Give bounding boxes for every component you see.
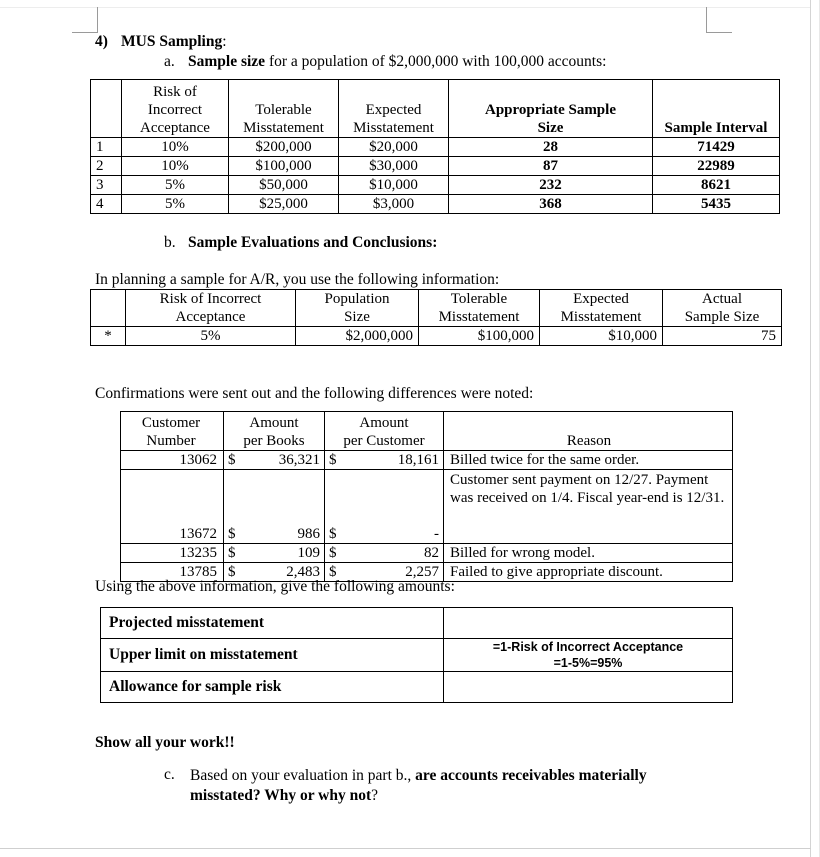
table-row: [91, 195, 780, 214]
header-risk-line3: Acceptance: [140, 120, 210, 136]
header-actual-sample-size: [663, 290, 782, 327]
question-title: [121, 33, 227, 51]
cell-sample-size: 368: [449, 195, 653, 214]
table-row: [121, 544, 733, 563]
cell-expected: $30,000: [339, 157, 449, 176]
header-risk-line1: Risk of: [153, 84, 197, 100]
cell-risk: 5%: [122, 176, 229, 195]
header-population-line2: Size: [344, 309, 370, 325]
cell-sample-interval: 22989: [653, 157, 780, 176]
show-work-text: Show all your work!!: [95, 734, 235, 751]
header-size-line1: Appropriate Sample: [485, 102, 616, 118]
header-customer-amt-line2: per Customer: [343, 433, 425, 449]
currency-symbol: $: [329, 526, 337, 542]
amount-value: 109: [297, 545, 320, 561]
cell-amount-per-books: [224, 451, 325, 470]
currency-symbol: $: [228, 545, 236, 561]
cell-amount-per-books: [224, 470, 325, 544]
table-header-row: [91, 290, 782, 327]
table-header-row: [91, 80, 780, 138]
cell-amount-per-customer: [325, 451, 444, 470]
currency-symbol: $: [228, 564, 236, 580]
header-customer-amt-line1: Amount: [359, 415, 409, 431]
cell-expected: $10,000: [339, 176, 449, 195]
row-index: 4: [91, 195, 122, 214]
header-expected-line1: Expected: [365, 102, 422, 118]
row-marker-asterisk: *: [91, 327, 126, 346]
answer-value-line2: =1-5%=95%: [553, 656, 623, 670]
cell-sample-interval: 5435: [653, 195, 780, 214]
planning-paragraph: In planning a sample for A/R, you use the following information:: [95, 271, 500, 288]
header-sample-interval: [653, 80, 780, 138]
amount-value: -: [434, 526, 439, 542]
table-header-row: [121, 412, 733, 451]
header-risk-line1: Risk of Incorrect: [159, 291, 262, 307]
amount-value: 2,483: [286, 564, 320, 580]
row-index: 2: [91, 157, 122, 176]
amount-value: 18,161: [397, 452, 439, 468]
label-upper-limit-on-misstatement: Upper limit on misstatement: [101, 639, 444, 672]
header-customer-line1: Customer: [141, 415, 201, 431]
cell-sample-size: 87: [449, 157, 653, 176]
sample-size-table: [90, 79, 780, 214]
part-b-marker: b.: [164, 234, 176, 251]
cell-expected: $10,000: [540, 327, 663, 346]
cell-risk: 5%: [126, 327, 296, 346]
table-row: [91, 327, 782, 346]
amount-value: 986: [297, 526, 320, 542]
cell-reason: Billed for wrong model.: [444, 544, 733, 563]
using-information-paragraph: Using the above information, give the following amounts:: [95, 578, 455, 595]
header-risk-line2: Incorrect: [147, 102, 203, 118]
part-a-text-bold: Sample size: [188, 53, 266, 70]
answer-field-upper-limit[interactable]: [444, 639, 733, 672]
answer-value-line1: =1-Risk of Incorrect Acceptance: [492, 640, 684, 654]
table-row: [101, 639, 733, 672]
amount-value: 2,257: [405, 564, 439, 580]
header-tolerable-misstatement: [229, 80, 339, 138]
header-population-size: [296, 290, 419, 327]
currency-symbol: $: [228, 452, 236, 468]
currency-symbol: $: [329, 545, 337, 561]
header-risk-of-incorrect-acceptance: [122, 80, 229, 138]
question-number: 4): [95, 33, 108, 50]
header-actual-line2: Sample Size: [684, 309, 760, 325]
header-interval-line1: Sample Interval: [664, 120, 768, 136]
question-title-colon: :: [222, 33, 227, 50]
header-expected-misstatement: [339, 80, 449, 138]
answers-table: [100, 607, 733, 703]
part-c-marker: c.: [164, 766, 175, 783]
part-c-text: [190, 766, 690, 806]
header-amount-per-customer: [325, 412, 444, 451]
table-row: [91, 157, 780, 176]
amount-value: 82: [424, 545, 439, 561]
table-row: [101, 608, 733, 639]
part-c-text-plain: Based on your evaluation in part b.,: [190, 767, 416, 784]
header-index: [91, 80, 122, 138]
cell-reason: Billed twice for the same order.: [444, 451, 733, 470]
cell-actual-sample-size: 75: [663, 327, 782, 346]
header-tolerable-misstatement: [419, 290, 540, 327]
part-b-text: Sample Evaluations and Conclusions:: [188, 234, 438, 251]
currency-symbol: $: [329, 564, 337, 580]
cell-tolerable: $200,000: [229, 138, 339, 157]
cell-tolerable: $50,000: [229, 176, 339, 195]
answer-field-allowance-sample-risk[interactable]: [444, 672, 733, 703]
part-c-text-tail: ?: [371, 787, 379, 804]
header-appropriate-sample-size: [449, 80, 653, 138]
table-row: [121, 451, 733, 470]
header-risk-of-incorrect-acceptance: [126, 290, 296, 327]
header-expected-line2: Misstatement: [560, 309, 642, 325]
header-population-line1: Population: [324, 291, 390, 307]
table-row: [101, 672, 733, 703]
cell-sample-interval: 71429: [653, 138, 780, 157]
cell-expected: $3,000: [339, 195, 449, 214]
cell-amount-per-customer: [325, 470, 444, 544]
cell-sample-interval: 8621: [653, 176, 780, 195]
cell-amount-per-customer: [325, 544, 444, 563]
label-allowance-for-sample-risk: Allowance for sample risk: [101, 672, 444, 703]
table-row: [91, 176, 780, 195]
cell-reason: Customer sent payment on 12/27. Payment was received on 1/4. Fiscal year-end is 12/31.: [444, 470, 733, 544]
cell-sample-size: 28: [449, 138, 653, 157]
header-marker: [91, 290, 126, 327]
cell-amount-per-books: [224, 544, 325, 563]
label-projected-misstatement: Projected misstatement: [101, 608, 444, 639]
cell-reason: Failed to give appropriate discount.: [444, 563, 733, 582]
header-actual-line1: Actual: [702, 291, 742, 307]
header-amount-per-books: [224, 412, 325, 451]
cell-risk: 10%: [122, 138, 229, 157]
planning-information-table: [90, 289, 782, 346]
header-reason: [444, 412, 733, 451]
header-expected-line1: Expected: [573, 291, 629, 307]
cell-customer-number: 13062: [121, 451, 224, 470]
header-size-line2: Size: [537, 120, 564, 136]
cell-expected: $20,000: [339, 138, 449, 157]
part-a-text: [188, 53, 606, 71]
table-row: [121, 470, 733, 544]
header-tolerable-line1: Tolerable: [450, 291, 508, 307]
row-index: 3: [91, 176, 122, 195]
header-books-line1: Amount: [249, 415, 299, 431]
question-title-text: MUS Sampling: [121, 33, 223, 50]
row-index: 1: [91, 138, 122, 157]
confirmations-paragraph: Confirmations were sent out and the following differences were noted:: [95, 385, 534, 402]
confirmations-differences-table: [120, 411, 733, 582]
cell-population-size: $2,000,000: [296, 327, 419, 346]
cell-sample-size: 232: [449, 176, 653, 195]
currency-symbol: $: [329, 452, 337, 468]
header-tolerable-line1: Tolerable: [255, 102, 312, 118]
cell-customer-number: 13235: [121, 544, 224, 563]
header-customer-line2: Number: [146, 433, 196, 449]
header-expected-misstatement: [540, 290, 663, 327]
part-a-marker: a.: [164, 53, 175, 70]
header-risk-line2: Acceptance: [175, 309, 246, 325]
cell-customer-number: 13672: [121, 470, 224, 544]
part-a-text-rest: for a population of $2,000,000 with 100,000 accounts:: [265, 53, 607, 70]
currency-symbol: $: [228, 526, 236, 542]
cell-customer-number: 13785: [121, 563, 224, 582]
header-reason-line1: Reason: [566, 433, 612, 449]
cell-risk: 10%: [122, 157, 229, 176]
part-c-text-bold: are accounts receivables materially misstated? Why or why not: [190, 767, 647, 804]
cell-tolerable: $100,000: [229, 157, 339, 176]
header-tolerable-line2: Misstatement: [438, 309, 520, 325]
cell-tolerable: $100,000: [419, 327, 540, 346]
header-customer-number: [121, 412, 224, 451]
header-books-line2: per Books: [243, 433, 305, 449]
cell-risk: 5%: [122, 195, 229, 214]
table-row: [91, 138, 780, 157]
header-tolerable-line2: Misstatement: [243, 120, 324, 136]
amount-value: 36,321: [278, 452, 320, 468]
header-expected-line2: Misstatement: [353, 120, 434, 136]
answer-field-projected-misstatement[interactable]: [444, 608, 733, 639]
cell-tolerable: $25,000: [229, 195, 339, 214]
